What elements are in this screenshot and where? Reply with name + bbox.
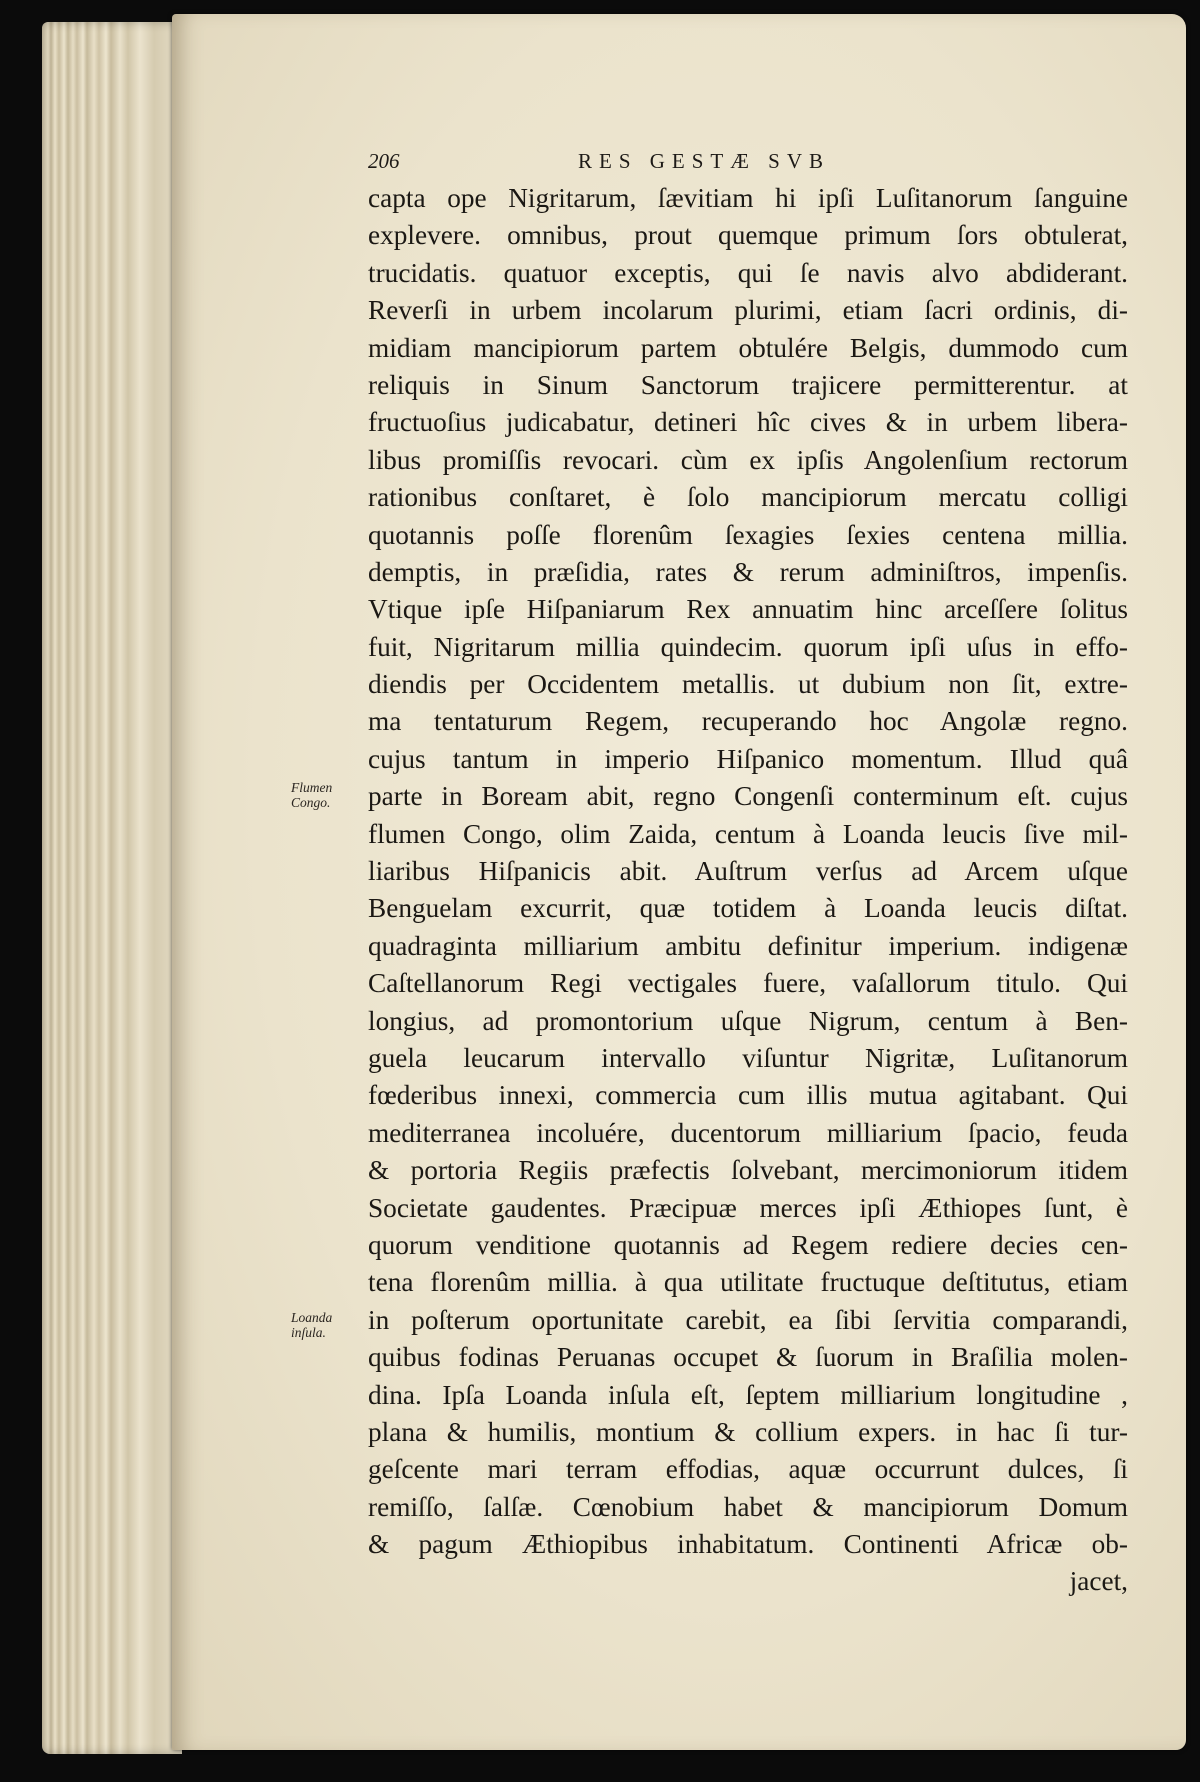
- text-line: trucidatis. quatuor exceptis, qui ſe navis alvo abdiderant.: [368, 257, 1128, 288]
- text-line: & portoria Regiis præfectis ſolvebant, mercimoniorum itidem: [368, 1155, 1128, 1186]
- text-line: ma tentaturum Regem, recuperando hoc Angolæ regno.: [368, 706, 1128, 737]
- text-line: dina. Ipſa Loanda inſula eſt, ſeptem milliarium longitudine ,: [368, 1379, 1128, 1410]
- text-line: quadraginta milliarium ambitu definitur imperium. indigenæ: [368, 930, 1128, 961]
- text-line: demptis, in præſidia, rates & rerum adminiſtros, impenſis.: [368, 556, 1128, 587]
- running-head: RES GESTÆ SVB: [578, 149, 831, 173]
- text-line: plana & humilis, montium & collium expers. in hac ſi tur-: [368, 1416, 1128, 1447]
- text-line: midiam mancipiorum partem obtulére Belgis, dummodo cum: [368, 332, 1128, 363]
- text-line: mediterranea incoluére, ducentorum milliarium ſpacio, feuda: [368, 1117, 1128, 1148]
- margin-note-flumen-congo: Flumen Congo.: [291, 780, 333, 810]
- text-line: parte in Boream abit, regno Congenſi conterminum eſt. cujus: [368, 781, 1128, 812]
- text-line: cujus tantum in imperio Hiſpanico momentum. Illud quâ: [368, 743, 1128, 774]
- text-line: guela leucarum intervallo viſuntur Nigritæ, Luſitanorum: [368, 1042, 1128, 1073]
- text-line: capta ope Nigritarum, ſævitiam hi ipſi Luſitanorum ſanguine: [368, 183, 1128, 213]
- text-line: in poſterum oportunitate carebit, ea ſibi ſervitia comparandi,: [368, 1304, 1128, 1335]
- text-line: quorum venditione quotannis ad Regem rediere decies cen-: [368, 1229, 1128, 1260]
- text-line: diendis per Occidentem metallis. ut dubium non ſit, extre-: [368, 669, 1128, 700]
- page-header: [368, 145, 908, 177]
- text-line: fœderibus innexi, commercia cum illis mutua agitabant. Qui: [368, 1080, 1128, 1111]
- text-line: liaribus Hiſpanicis abit. Auſtrum verſus ad Arcem uſque: [368, 856, 1128, 887]
- text-line: longius, ad promontorium uſque Nigrum, centum à Ben-: [368, 1005, 1128, 1036]
- text-line: Reverſi in urbem incolarum plurimi, etiam ſacri ordinis, di-: [368, 295, 1128, 326]
- text-line: Caſtellanorum Regi vectigales fuere, vaſallorum titulo. Qui: [368, 968, 1128, 999]
- body-text: [368, 180, 1128, 1601]
- text-line: Vtique ipſe Hiſpaniarum Rex annuatim hinc arceſſere ſolitus: [368, 594, 1128, 625]
- text-line: reliquis in Sinum Sanctorum trajicere permitterentur. at: [368, 369, 1128, 400]
- text-line: quotannis poſſe florenûm ſexagies ſexies centena millia.: [368, 519, 1128, 550]
- catchword: jacet,: [1069, 1566, 1128, 1597]
- text-line: remiſſo, ſalſæ. Cœnobium habet & mancipiorum Domum: [368, 1491, 1128, 1522]
- page-number: 206: [368, 149, 400, 173]
- text-line: flumen Congo, olim Zaida, centum à Loanda leucis ſive mil-: [368, 818, 1128, 849]
- text-line: quibus fodinas Peruanas occupet & ſuorum in Braſilia molen-: [368, 1342, 1128, 1373]
- text-line: libus promiſſis revocari. cùm ex ipſis Angolenſium rectorum: [368, 444, 1128, 475]
- text-line: rationibus conſtaret, è ſolo mancipiorum mercatu colligi: [368, 482, 1128, 513]
- margin-note-loanda-insula: Loanda inſula.: [291, 1310, 333, 1340]
- text-line: Benguelam excurrit, quæ totidem à Loanda leucis diſtat.: [368, 893, 1128, 924]
- text-line: geſcente mari terram effodias, aquæ occurrunt dulces, ſi: [368, 1454, 1128, 1485]
- text-line: fuit, Nigritarum millia quindecim. quorum ipſi uſus in effo-: [368, 631, 1128, 662]
- text-line: tena florenûm millia. à qua utilitate fructuque deſtitutus, etiam: [368, 1267, 1128, 1298]
- text-line: Societate gaudentes. Præcipuæ merces ipſi Æthiopes ſunt, è: [368, 1192, 1128, 1223]
- page-edges: [42, 22, 182, 1754]
- text-line: fructuoſius judicabatur, detineri hîc cives & in urbem libera-: [368, 407, 1128, 438]
- text-line: explevere. omnibus, prout quemque primum ſors obtulerat,: [368, 220, 1128, 251]
- text-line: & pagum Æthiopibus inhabitatum. Continenti Africæ ob-: [368, 1529, 1128, 1560]
